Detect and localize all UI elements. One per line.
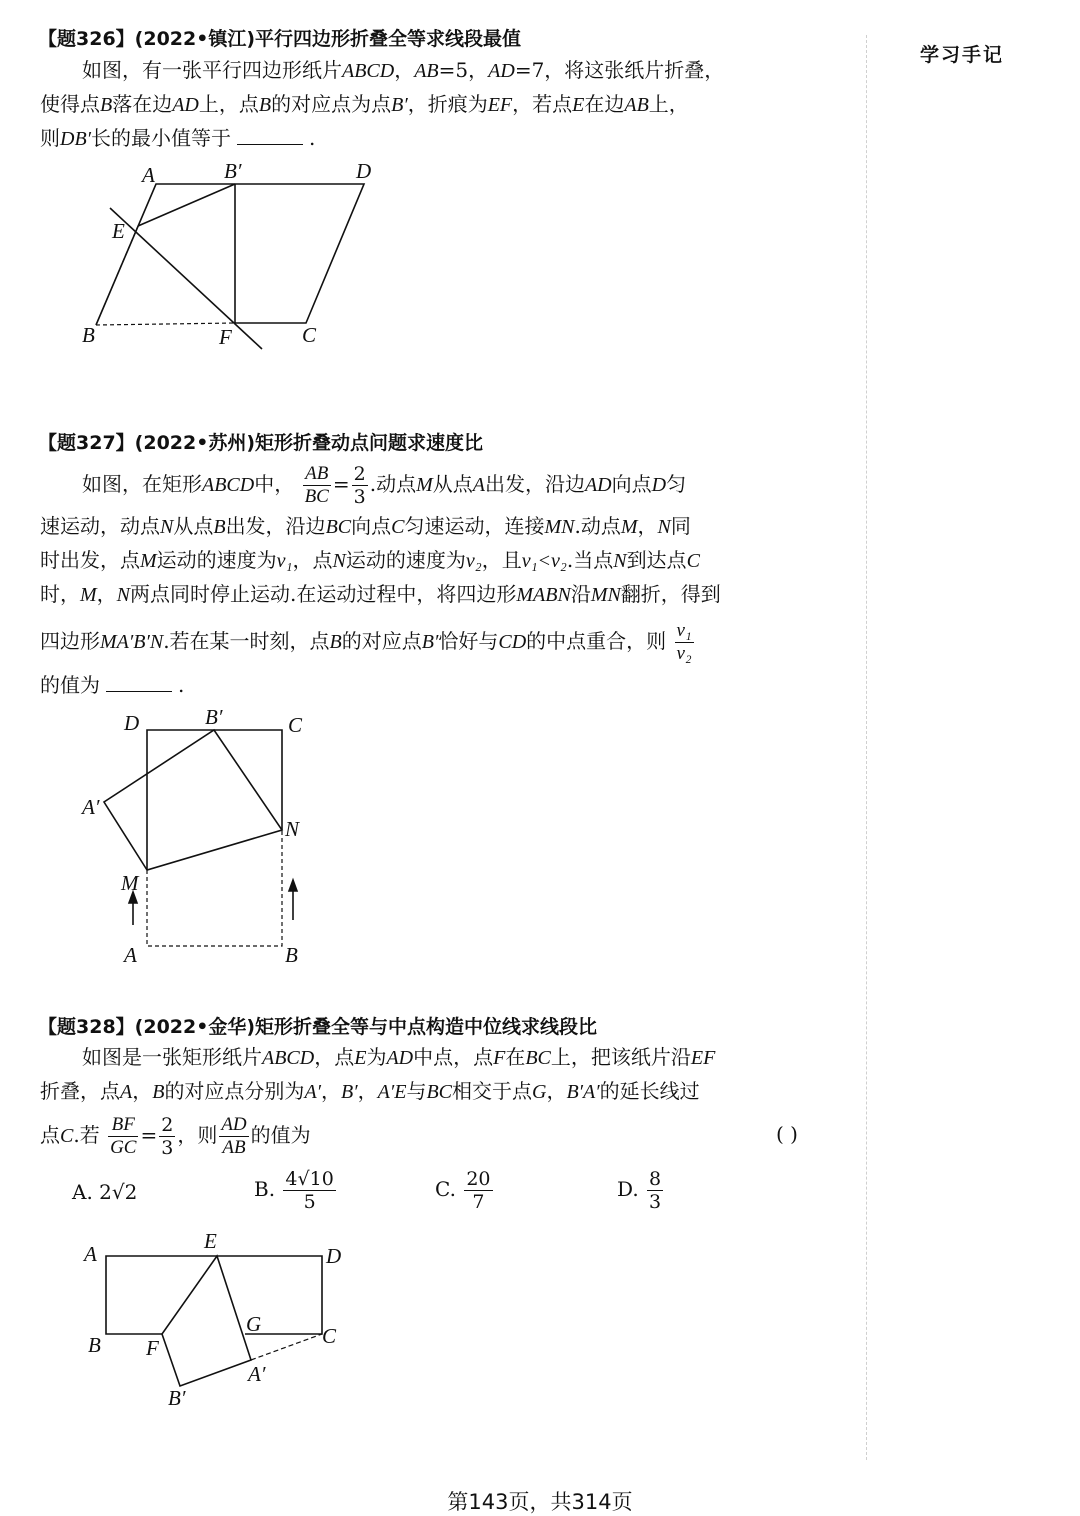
q326-title: 【题326】(2022•镇江)平行四边形折叠全等求线段最值 (38, 28, 522, 50)
dashed-mabn (147, 830, 282, 946)
folded-quad-ef-b1-a1 (162, 1256, 251, 1386)
q327-figure (60, 700, 360, 975)
label-e: E (204, 1229, 217, 1253)
option-b[interactable]: B. $\frac{4√10}{5}$ (254, 1168, 334, 1213)
answer-blank[interactable] (237, 126, 303, 145)
label-b-prime: B′ (168, 1386, 186, 1410)
option-c[interactable]: C. $\frac{20}{7}$ (435, 1168, 491, 1213)
label-f: F (219, 325, 232, 349)
q328-title: 【题328】(2022•金华)矩形折叠全等与中点构造中位线求线段比 (38, 1016, 598, 1038)
label-c: C (322, 1324, 337, 1348)
margin-divider (866, 35, 867, 1460)
label-m: M (121, 871, 139, 895)
label-d: D (326, 1244, 342, 1268)
q328-line-3: 点C.若 $\frac{BF}{GC}$ = $\frac{2}{3}$ ，则 $\frac{AD}{AB}$ 的值为 (40, 1114, 311, 1159)
q326-line-3: 则DB′长的最小值等于 . (40, 126, 316, 150)
option-d[interactable]: D. $\frac{8}{3}$ (617, 1168, 662, 1213)
page-number: 第143页，共314页 (447, 1490, 633, 1514)
answer-blank[interactable] (106, 673, 172, 692)
label-b-prime: B′ (205, 705, 223, 729)
label-n: N (285, 817, 300, 841)
q326-line-1: 如图，有一张平行四边形纸片ABCD，AB=5，AD=7，将这张纸片折叠， (82, 58, 725, 82)
label-f: F (146, 1336, 159, 1360)
folded-quad-ma1b1n (104, 730, 282, 870)
option-a[interactable]: A. 2√2 (72, 1180, 138, 1204)
label-a: A (142, 163, 155, 187)
label-d: D (356, 159, 372, 183)
fold-line-ef (110, 208, 262, 349)
q326-line-2: 使得点B落在边AD上，点B的对应点为点B′，折痕为EF，若点E在边AB上， (40, 92, 689, 116)
q327-line-2: 速运动，动点N从点B出发，沿边BC向点C匀速运动，连接MN.动点M，N同 (40, 514, 691, 538)
label-b: B (285, 943, 298, 967)
q327-line-6: 的值为 . (40, 673, 185, 697)
q327-title: 【题327】(2022•苏州)矩形折叠动点问题求速度比 (38, 432, 484, 454)
label-a-prime: A′ (248, 1362, 266, 1386)
q327-line-3: 时出发，点M运动的速度为v₁，点N运动的速度为v₂，且v₁<v₂.当点N到达点C (40, 548, 700, 572)
label-b-prime: B′ (224, 159, 242, 183)
q328-line-2: 折叠，点A，B的对应点分别为A′，B′，A′E与BC相交于点G，B′A′的延长线过 (40, 1079, 700, 1103)
label-g: G (246, 1312, 262, 1336)
label-a: A (84, 1242, 97, 1266)
label-a: A (124, 943, 137, 967)
q328-figure (60, 1225, 380, 1425)
dashed-b-f (96, 323, 235, 325)
label-e: E (112, 219, 125, 243)
q327-line-4: 时，M，N两点同时停止运动.在运动过程中，将四边形MABN沿MN翻折，得到 (40, 582, 721, 606)
rectangle-abcd (106, 1256, 322, 1334)
dashed-a1-c (251, 1334, 322, 1360)
q328-line-1: 如图是一张矩形纸片ABCD，点E为AD中点，点F在BC上，把该纸片沿EF (82, 1045, 716, 1069)
label-c: C (302, 323, 317, 347)
q326-figure (0, 150, 420, 360)
study-notes-label: 学习手记 (920, 44, 1005, 66)
q327-line-5: 四边形MA′B′N.若在某一时刻，点B的对应点B′恰好与CD的中点重合，则 $\frac{\text{v₁}}{\text{v₂}}$ (40, 620, 692, 664)
q327-line-1: 如图，在矩形ABCD中， $\frac{AB}{BC}$ = $\frac{2}{3}$ .动点M从点A出发，沿边AD向点D匀 (82, 463, 687, 508)
parallelogram-edge (96, 184, 364, 325)
label-b: B (88, 1333, 101, 1357)
label-d: D (124, 711, 140, 735)
label-c: C (288, 713, 303, 737)
label-b: B (82, 323, 95, 347)
answer-paren[interactable]: ( ) (776, 1122, 798, 1146)
label-a-prime: A′ (82, 795, 100, 819)
